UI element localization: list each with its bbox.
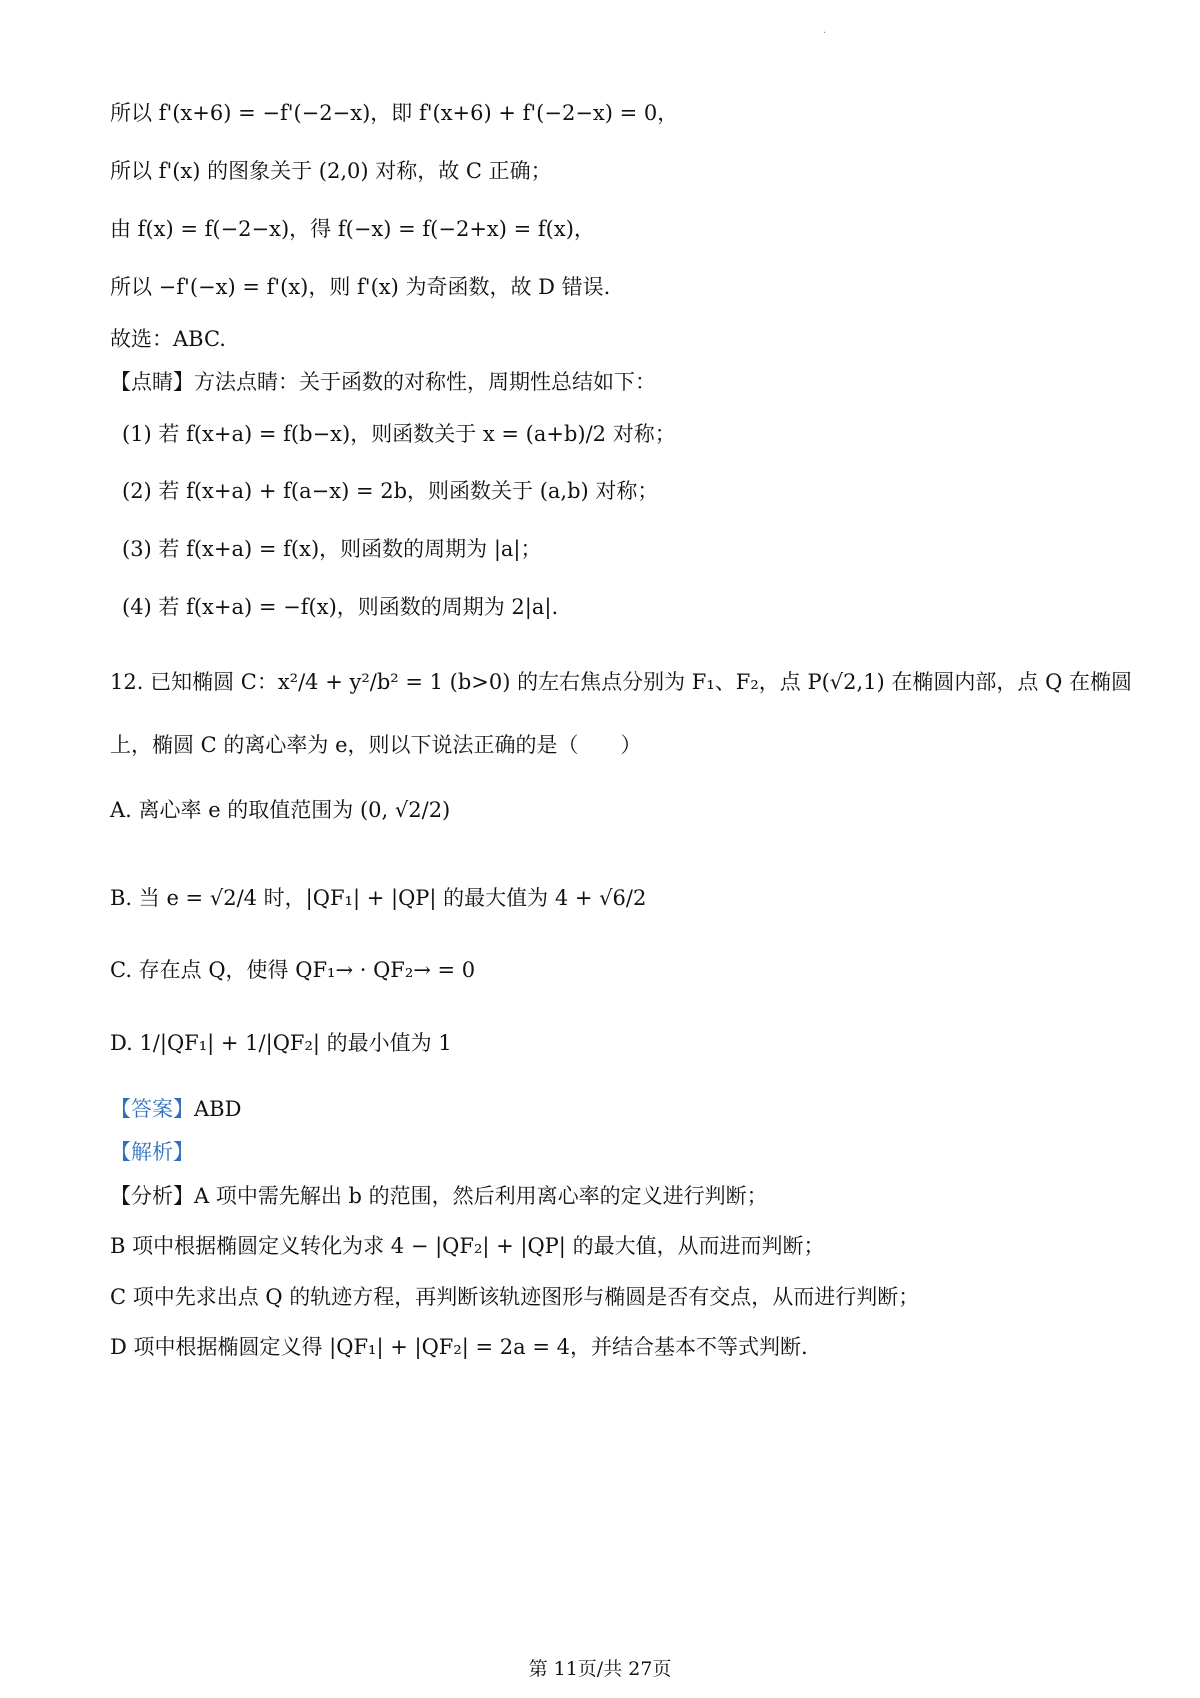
analysis-line: B 项中根据椭圆定义转化为求 4 − |QF₂| + |QP| 的最大值，从而进而判断； <box>110 1234 825 1258</box>
tip-item: (2) 若 f(x+a) + f(a−x) = 2b，则函数关于 (a,b) 对称； <box>122 479 659 503</box>
answer-value: ABD <box>194 1097 242 1121</box>
tip-item: (3) 若 f(x+a) = f(x)，则函数的周期为 |a|； <box>122 537 542 561</box>
option-d: D. 1/|QF₁| + 1/|QF₂| 的最小值为 1 <box>110 1031 452 1055</box>
tip-item: (1) 若 f(x+a) = f(b−x)，则函数关于 x = (a+b)/2 对称； <box>122 422 676 446</box>
text-line: 由 f(x) = f(−2−x)，得 f(−x) = f(−2+x) = f(x)， <box>110 217 595 241</box>
text-line: 所以 f'(x) 的图象关于 (2,0) 对称，故 C 正确； <box>110 159 552 183</box>
corner-dot: · <box>823 28 827 39</box>
analysis-line: 【分析】A 项中需先解出 b 的范围，然后利用离心率的定义进行判断； <box>110 1184 768 1208</box>
analysis-line: D 项中根据椭圆定义得 |QF₁| + |QF₂| = 2a = 4，并结合基本不等式判断. <box>110 1335 808 1359</box>
question-stem: 上，椭圆 C 的离心率为 e，则以下说法正确的是（ ） <box>110 733 642 757</box>
option-a: A. 离心率 e 的取值范围为 (0, √2/2) <box>110 798 451 822</box>
page-footer: 第 11页/共 27页 <box>528 1658 672 1680</box>
text-line: 所以 f'(x+6) = −f'(−2−x)，即 f'(x+6) + f'(−2−x) = 0， <box>110 101 679 125</box>
analysis-line: C 项中先求出点 Q 的轨迹方程，再判断该轨迹图形与椭圆是否有交点，从而进行判断； <box>110 1285 920 1309</box>
analysis-label: 【解析】 <box>110 1140 194 1164</box>
text-line: 所以 −f'(−x) = f'(x)，则 f'(x) 为奇函数，故 D 错误. <box>110 275 611 299</box>
text-line: 故选：ABC. <box>110 327 226 351</box>
answer-line <box>110 1089 241 1129</box>
option-b: B. 当 e = √2/4 时，|QF₁| + |QP| 的最大值为 4 + √6/2 <box>110 886 647 910</box>
tip-item: (4) 若 f(x+a) = −f(x)，则函数的周期为 2|a|. <box>122 595 559 619</box>
question-stem: 12. 已知椭圆 C：x²/4 + y²/b² = 1 (b>0) 的左右焦点分别为 F₁、F₂，点 P(√2,1) 在椭圆内部，点 Q 在椭圆 <box>110 670 1132 694</box>
option-c: C. 存在点 Q，使得 QF₁→ · QF₂→ = 0 <box>110 958 476 982</box>
answer-label: 【答案】 <box>110 1097 194 1121</box>
tip-heading: 【点睛】方法点睛：关于函数的对称性，周期性总结如下： <box>110 370 656 394</box>
